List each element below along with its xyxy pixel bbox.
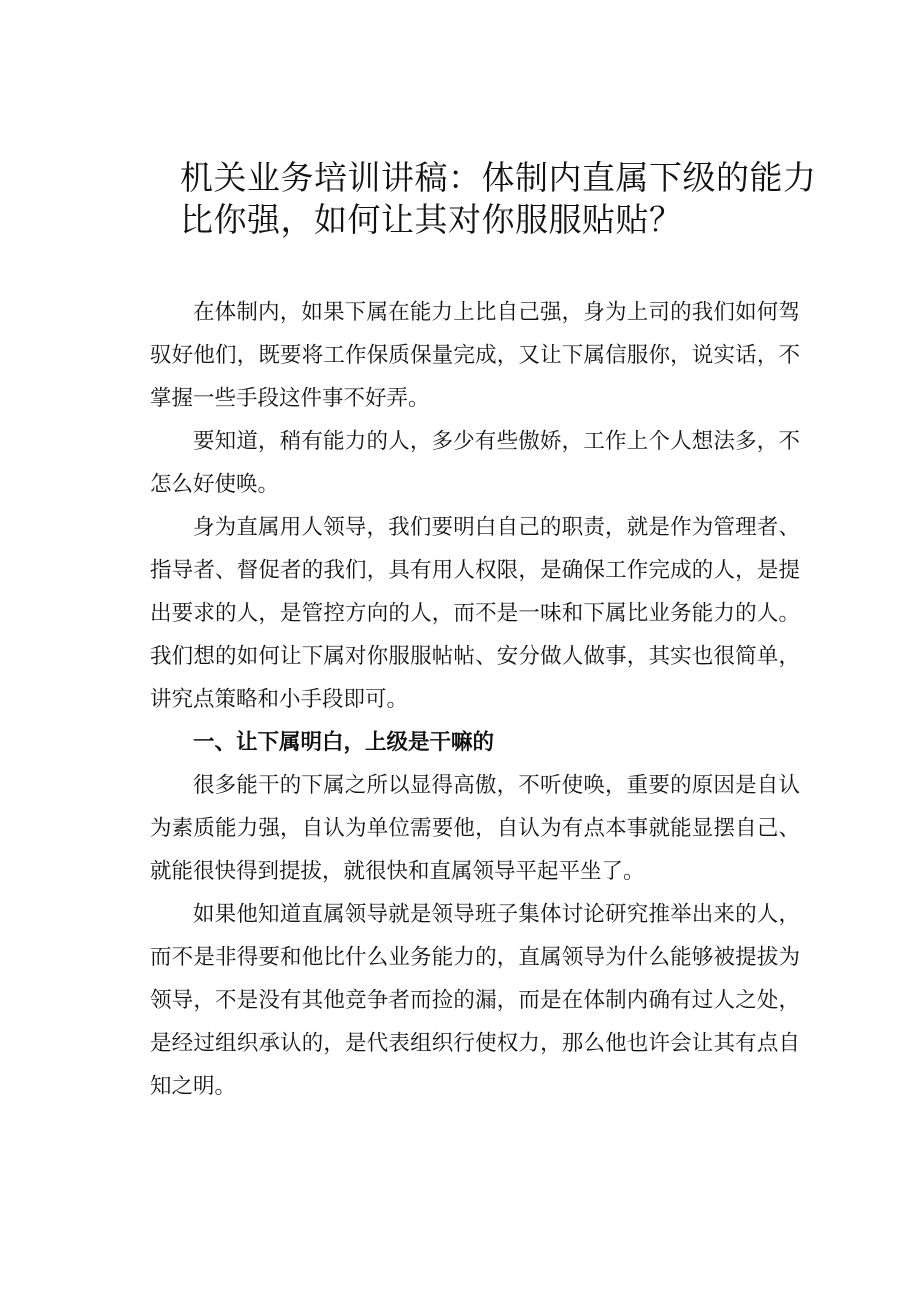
document-title: 机关业务培训讲稿：体制内直属下级的能力比你强，如何让其对你服服贴贴？ (180, 158, 817, 239)
paragraph: 要知道，稍有能力的人，多少有些傲娇，工作上个人想法多，不怎么好使唤。 (150, 429, 800, 497)
paragraph: 身为直属用人领导，我们要明白自己的职责，就是作为管理者、指导者、督促者的我们，具有用人权限，是确保工作完成的人，是提出要求的人，是管控方向的人，而不是一味和下属比业务能力的人。我们想的如何让下属对你服服帖帖、安分做人做事，其实也很简单，讲究点策略和小手段即可。 (150, 515, 800, 712)
document-body (150, 291, 800, 1108)
paragraph: 很多能干的下属之所以显得高傲，不听使唤，重要的原因是自认为素质能力强，自认为单位需要他，自认为有点本事就能显摆自己、就能很快得到提拔，就很快和直属领导平起平坐了。 (150, 773, 800, 884)
paragraph: 在体制内，如果下属在能力上比自己强，身为上司的我们如何驾驭好他们，既要将工作保质保量完成，又让下属信服你，说实话，不掌握一些手段这件事不好弄。 (150, 300, 800, 411)
section-heading: 一、让下属明白，上级是干嘛的 (193, 730, 495, 755)
paragraph: 如果他知道直属领导就是领导班子集体讨论研究推举出来的人，而不是非得要和他比什么业务能力的，直属领导为什么能够被提拔为领导，不是没有其他竞争者而捡的漏，而是在体制内确有过人之处，是经过组织承认的，是代表组织行使权力，那么他也许会让其有点自知之明。 (150, 902, 800, 1099)
